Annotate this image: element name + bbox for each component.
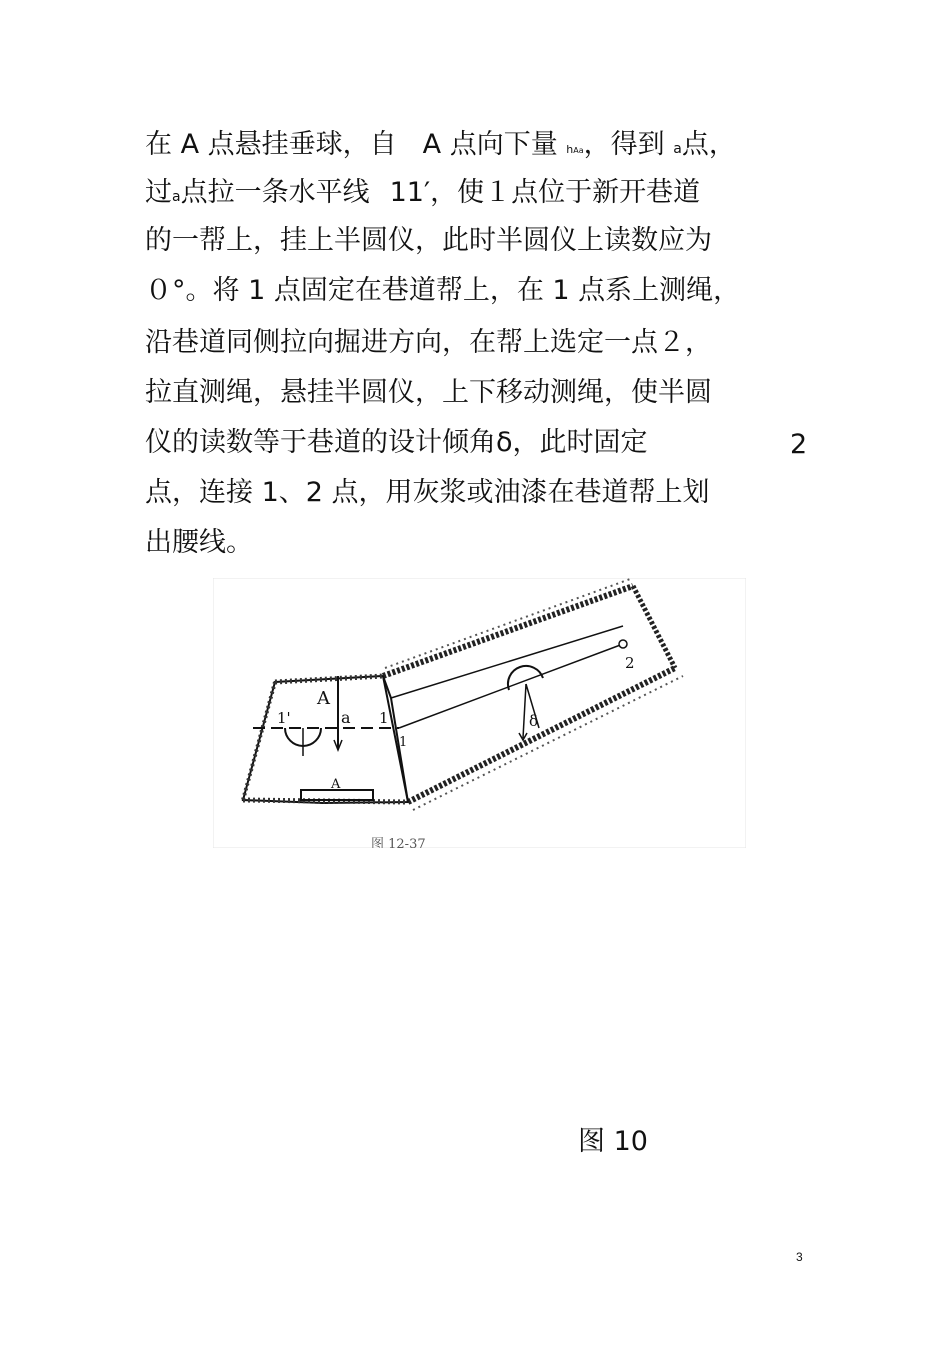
text-line-4: ０°。将 1 点固定在巷道帮上，在 1 点系上测绳， (145, 275, 741, 306)
label-1: 1 (379, 709, 389, 727)
a-symbol: a (172, 189, 181, 205)
text-line-7-number: 2 (790, 429, 808, 460)
tunnel-diagram (213, 578, 746, 848)
text-line-2 (145, 168, 700, 222)
label-2: 2 (625, 654, 635, 672)
text-segment: 11′，使１点位于新开巷道 (389, 177, 701, 208)
text-line-5: 沿巷道同侧拉向掘进方向，在帮上选定一点２， (145, 327, 712, 358)
figure-caption-fragment: 图 12-37 (371, 837, 426, 848)
text-line-3: 的一帮上，挂上半圆仪，此时半圆仪上读数应为 (145, 225, 712, 256)
h-aa-term (566, 143, 583, 156)
text-line-7: 仪的读数等于巷道的设计倾角δ，此时固定 (145, 427, 648, 458)
page-number: 3 (796, 1250, 803, 1264)
label-delta: δ (529, 712, 539, 730)
label-1-prime: 1' (277, 709, 291, 727)
label-A: A (317, 688, 330, 709)
text-segment: 过 (145, 177, 172, 208)
text-segment: A 点向下量 (422, 129, 558, 160)
a-symbol: a (673, 141, 682, 157)
label-1-right: 1 (399, 735, 408, 750)
text-segment: ，得到 (583, 129, 665, 160)
figure-label: 图 10 (578, 1126, 648, 1157)
h-symbol: h (566, 143, 574, 156)
tunnel-waistline-figure (213, 578, 746, 848)
text-line-9: 出腰线。 (145, 527, 253, 558)
text-line-8: 点，连接 1、2 点，用灰浆或油漆在巷道帮上划 (145, 477, 710, 508)
label-bottom: A (331, 777, 341, 792)
text-line-6: 拉直测绳，悬挂半圆仪，上下移动测绳，使半圆 (145, 377, 712, 408)
text-segment: 点， (681, 129, 736, 160)
text-segment: 在 A 点悬挂垂球，自 (145, 129, 397, 160)
h-subscript: Aa (573, 146, 584, 155)
text-segment: 点拉一条水平线 (180, 177, 370, 208)
label-a: a (341, 708, 351, 727)
